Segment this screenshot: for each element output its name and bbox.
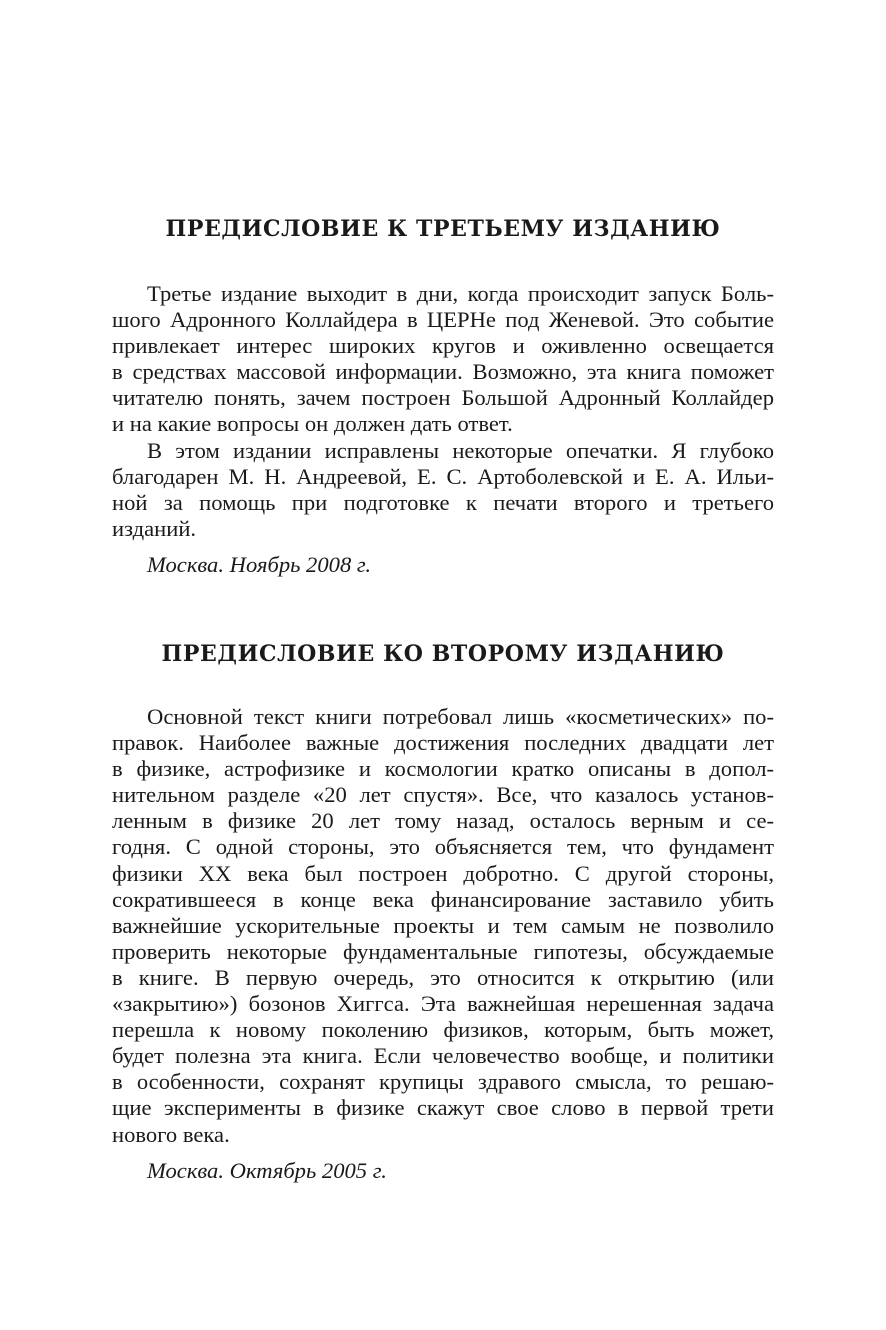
text-line: в средствах массовой информации. Возможно, эта книга поможет (112, 359, 774, 385)
text-line: шого Адронного Коллайдера в ЦЕРНе под Женевой. Это событие (112, 307, 774, 333)
text-line: изданий. (112, 515, 197, 541)
text-line: ной за помощь при подготовке к печати второго и третьего (112, 489, 774, 515)
text-line: ленным в физике 20 лет тому назад, осталось верным и се- (112, 808, 774, 834)
preface-second-edition (112, 640, 774, 1184)
text-line: нового века. (112, 1121, 230, 1147)
text-line: годня. С одной стороны, это объясняется тем, что фундамент (112, 834, 774, 860)
text-line: в книге. В первую очередь, это относится к открытию (или (112, 964, 774, 990)
text-line: Основной текст книги потребовал лишь «косметических» по- (147, 704, 774, 729)
text-line: читателю понять, зачем построен Большой Адронный Коллайдер (112, 385, 774, 411)
text-line: перешла к новому поколению физиков, которым, быть может, (112, 1017, 774, 1043)
paragraph (112, 281, 774, 438)
signature-place-date: Москва. Ноябрь 2008 г. (147, 551, 372, 577)
section-heading: ПРЕДИСЛОВИЕ К ТРЕТЬЕМУ ИЗДАНИЮ (165, 216, 721, 242)
text-line: сократившееся в конце века финансирование заставило убить (112, 886, 774, 912)
preface-third-edition (112, 215, 774, 578)
text-line: «закрытию») бозонов Хиггса. Эта важнейшая нерешенная задача (112, 991, 774, 1017)
text-line: в физике, астрофизике и космологии кратко описаны в допол- (112, 756, 774, 782)
text-line: будет полезна эта книга. Если человечество вообще, и политики (112, 1043, 774, 1069)
paragraph (112, 704, 774, 1148)
text-line: В этом издании исправлены некоторые опечатки. Я глубоко (147, 437, 774, 463)
text-line: щие эксперименты в физике скажут свое слово в первой трети (112, 1095, 774, 1121)
text-line: нительном разделе «20 лет спустя». Все, что казалось установ- (112, 782, 774, 808)
text-line: физики XX века был построен добротно. С другой стороны, (112, 860, 774, 886)
text-line: Третье издание выходит в дни, когда происходит запуск Боль- (147, 281, 774, 306)
text-line: привлекает интерес широких кругов и оживленно освещается (112, 333, 774, 359)
signature-place-date: Москва. Октябрь 2005 г. (147, 1157, 387, 1183)
text-line: проверить некоторые фундаментальные гипотезы, обсуждаемые (112, 938, 774, 964)
paragraph (112, 438, 774, 542)
text-line: правок. Наиболее важные достижения последних двадцати лет (112, 730, 774, 756)
section-heading: ПРЕДИСЛОВИЕ КО ВТОРОМУ ИЗДАНИЮ (161, 641, 725, 667)
text-line: благодарен М. Н. Андреевой, Е. С. Артоболевской и Е. А. Ильи- (112, 463, 774, 489)
text-line: важнейшие ускорительные проекты и тем самым не позволило (112, 912, 774, 938)
text-line: и на какие вопросы он должен дать ответ. (112, 411, 513, 437)
text-line: в особенности, сохранят крупицы здравого смысла, то решаю- (112, 1069, 774, 1095)
